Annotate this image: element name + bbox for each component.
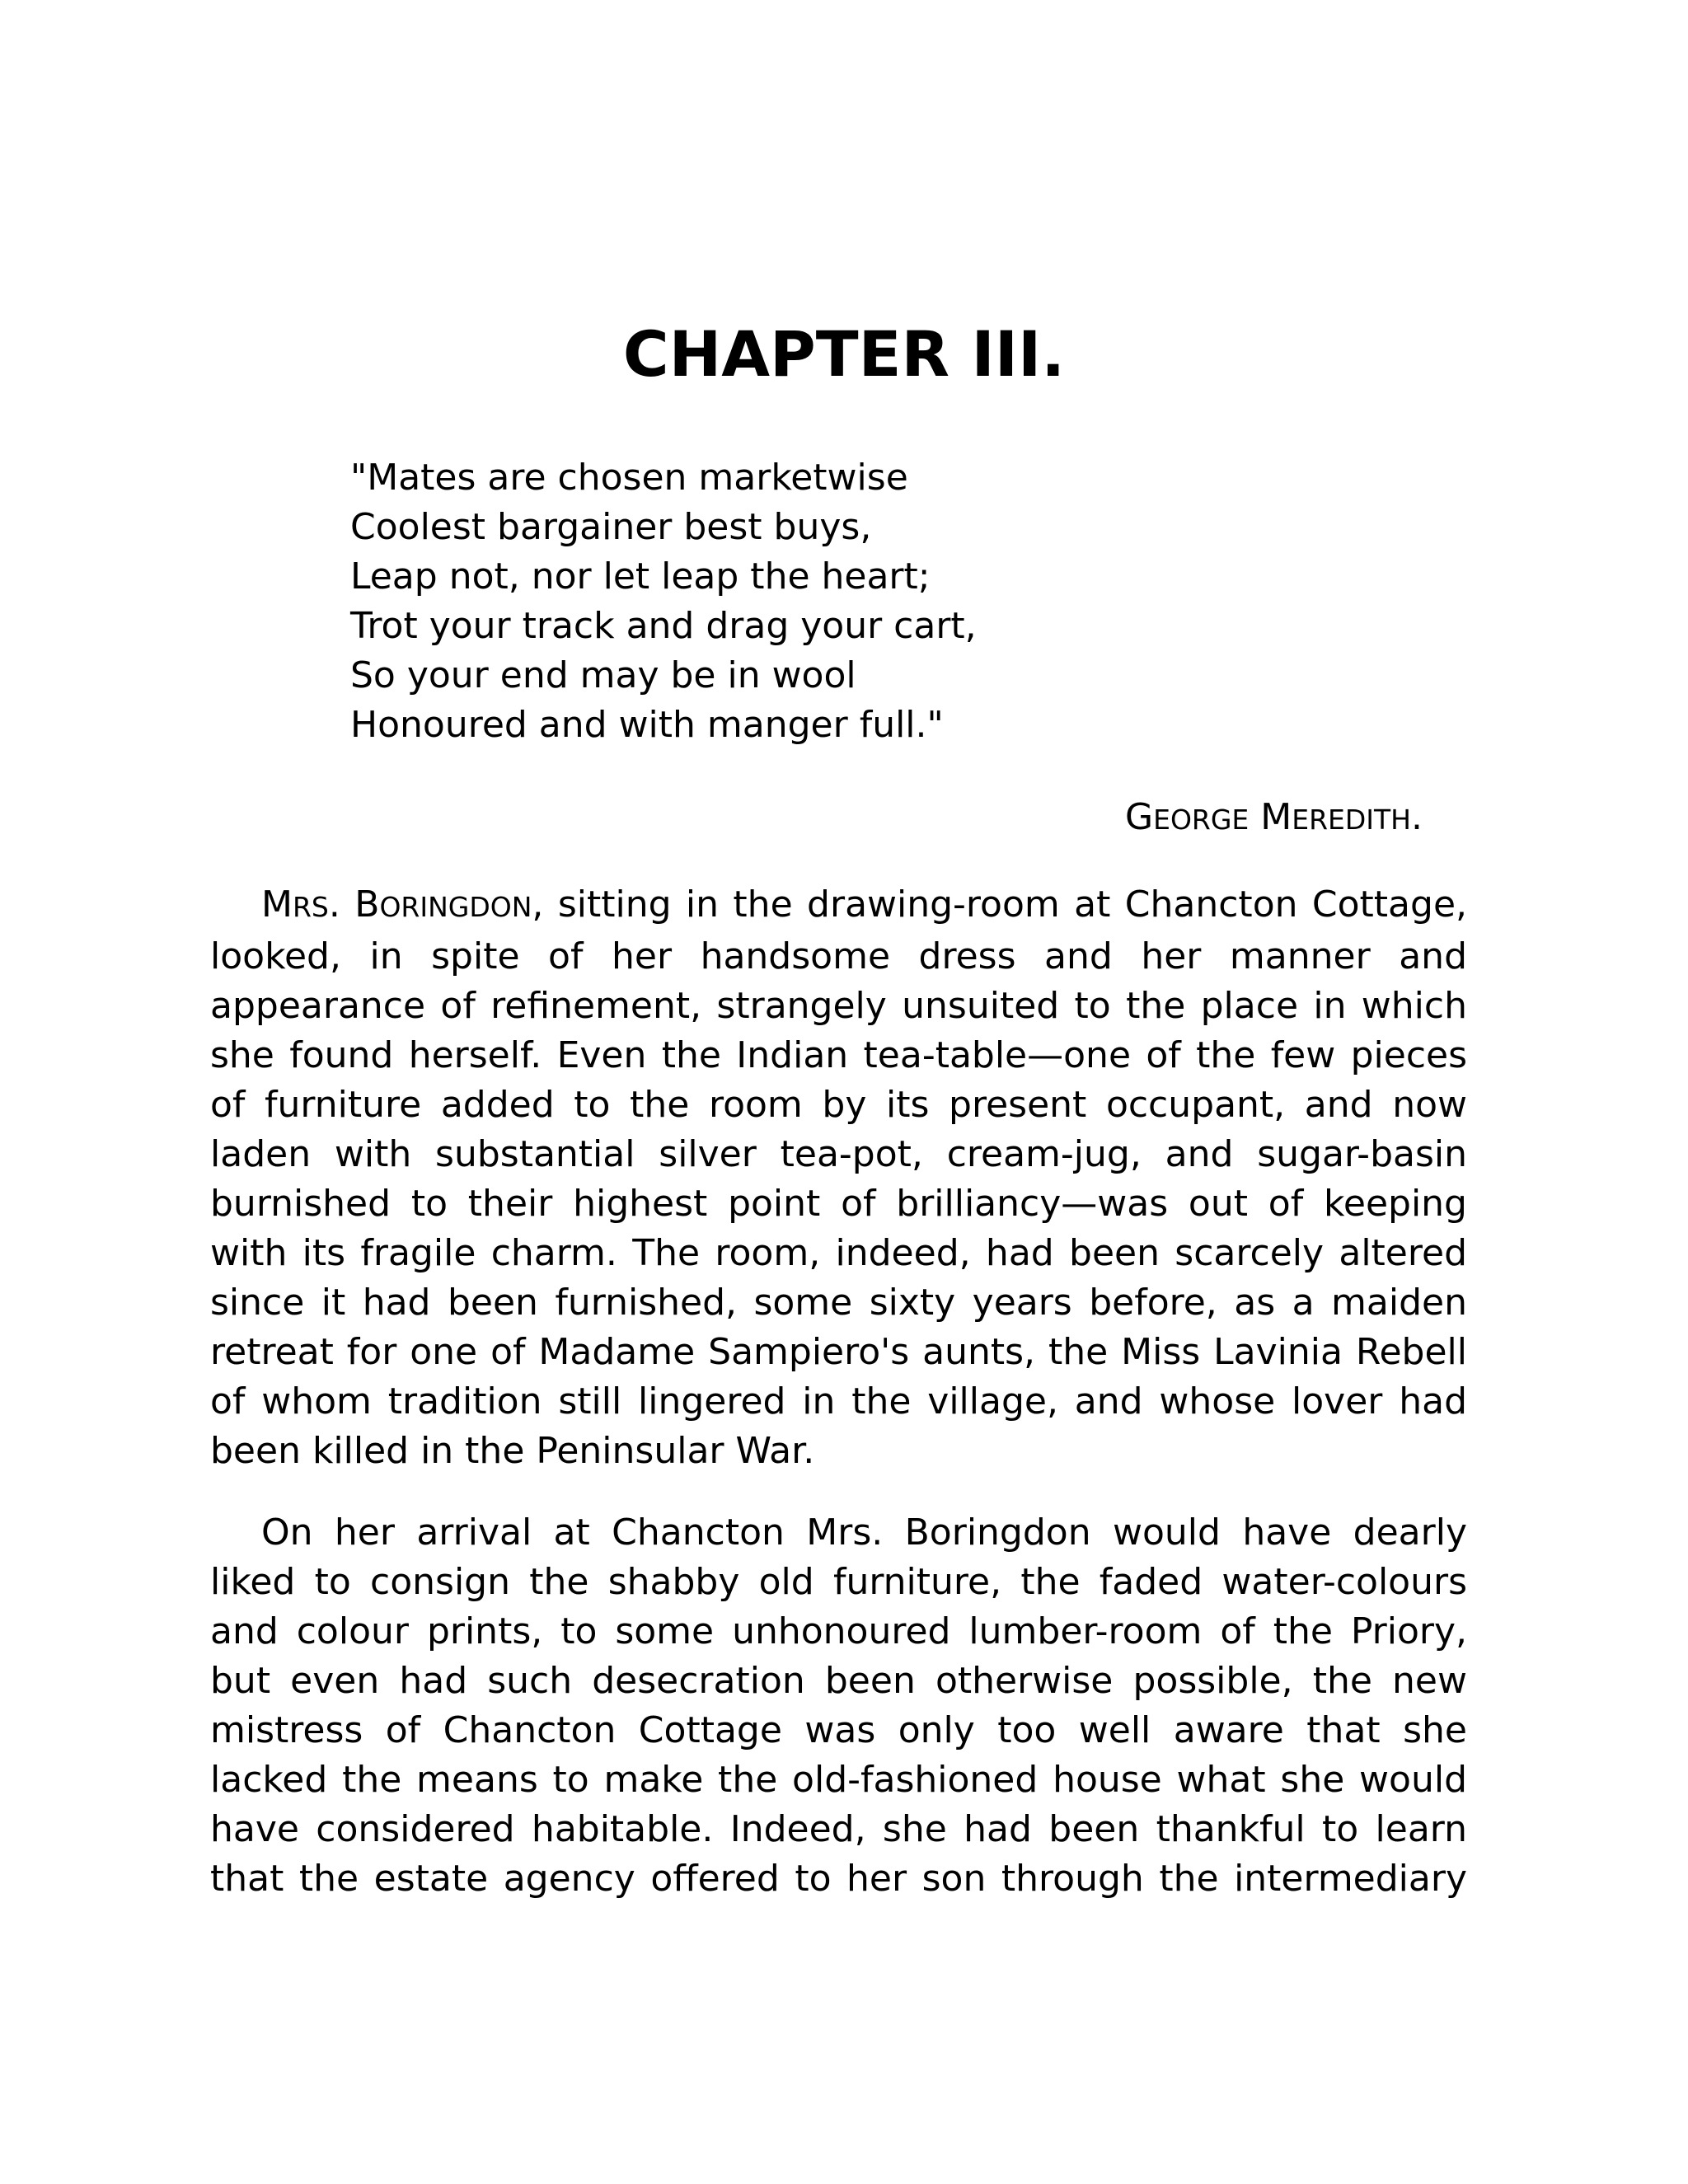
attribution-first-initial: G [1124, 796, 1154, 838]
opening-separator: . [328, 883, 355, 926]
opening-smallcaps: RS [292, 891, 329, 923]
epigraph-line: Honoured and with manger full." [350, 704, 944, 746]
epigraph-attribution [1125, 793, 1423, 845]
body-paragraph [210, 880, 1467, 1476]
epigraph-line: "Mates are chosen marketwise [350, 457, 908, 499]
paragraph-text: , sitting in the drawing-room at Chancton Cottage, looked, in spite of her handsome dress and her manner and appearance of refinement, strangely unsuited to the place in which she found herself. Even the Indian tea-table—one of the few pieces of furniture added to the room by its present occupant, and now laden with substantial silver tea-pot, cream-jug, and sugar-basin burnished to their highest point of brilliancy—was out of keeping with its fragile charm. The room, indeed, had been scarcely altered since it had been furnished, some sixty years before, as a maiden retreat for one of Madame Sampiero's aunts, the Miss Lavinia Rebell of whom tradition still lingered in the village, and whose lover had been killed in the Peninsular War. [210, 883, 1467, 1472]
attribution-punct: . [1411, 796, 1423, 838]
opening-initial: B [354, 883, 380, 926]
epigraph-line: Trot your track and drag your cart, [350, 605, 977, 647]
epigraph [350, 453, 1504, 750]
epigraph-line: Leap not, nor let leap the heart; [350, 555, 931, 598]
attribution-last-initial: M [1260, 796, 1292, 838]
attribution-first-rest: EORGE [1153, 804, 1250, 836]
chapter-title: CHAPTER III. [622, 317, 1066, 391]
epigraph-line: So your end may be in wool [350, 654, 856, 696]
opening-initial: M [261, 883, 293, 926]
body-paragraph [210, 1508, 1467, 1904]
opening-smallcaps: ORINGDON [379, 891, 532, 923]
attribution-last-rest: EREDITH [1292, 804, 1411, 836]
epigraph-line: Coolest bargainer best buys, [350, 506, 872, 548]
paragraph-text: On her arrival at Chancton Mrs. Boringdon would have dearly liked to consign the shabby old furniture, the faded water-colours and colour prints, to some unhonoured lumber-room of the Priory, but even had such desecration been otherwise possible, the new mistress of Chancton Cottage was only too well aware that she lacked the means to make the old-fashioned house what she would have considered habitable. Indeed, she had been thankful to learn that the estate agency offered to her son through the intermediary [210, 1511, 1467, 1900]
